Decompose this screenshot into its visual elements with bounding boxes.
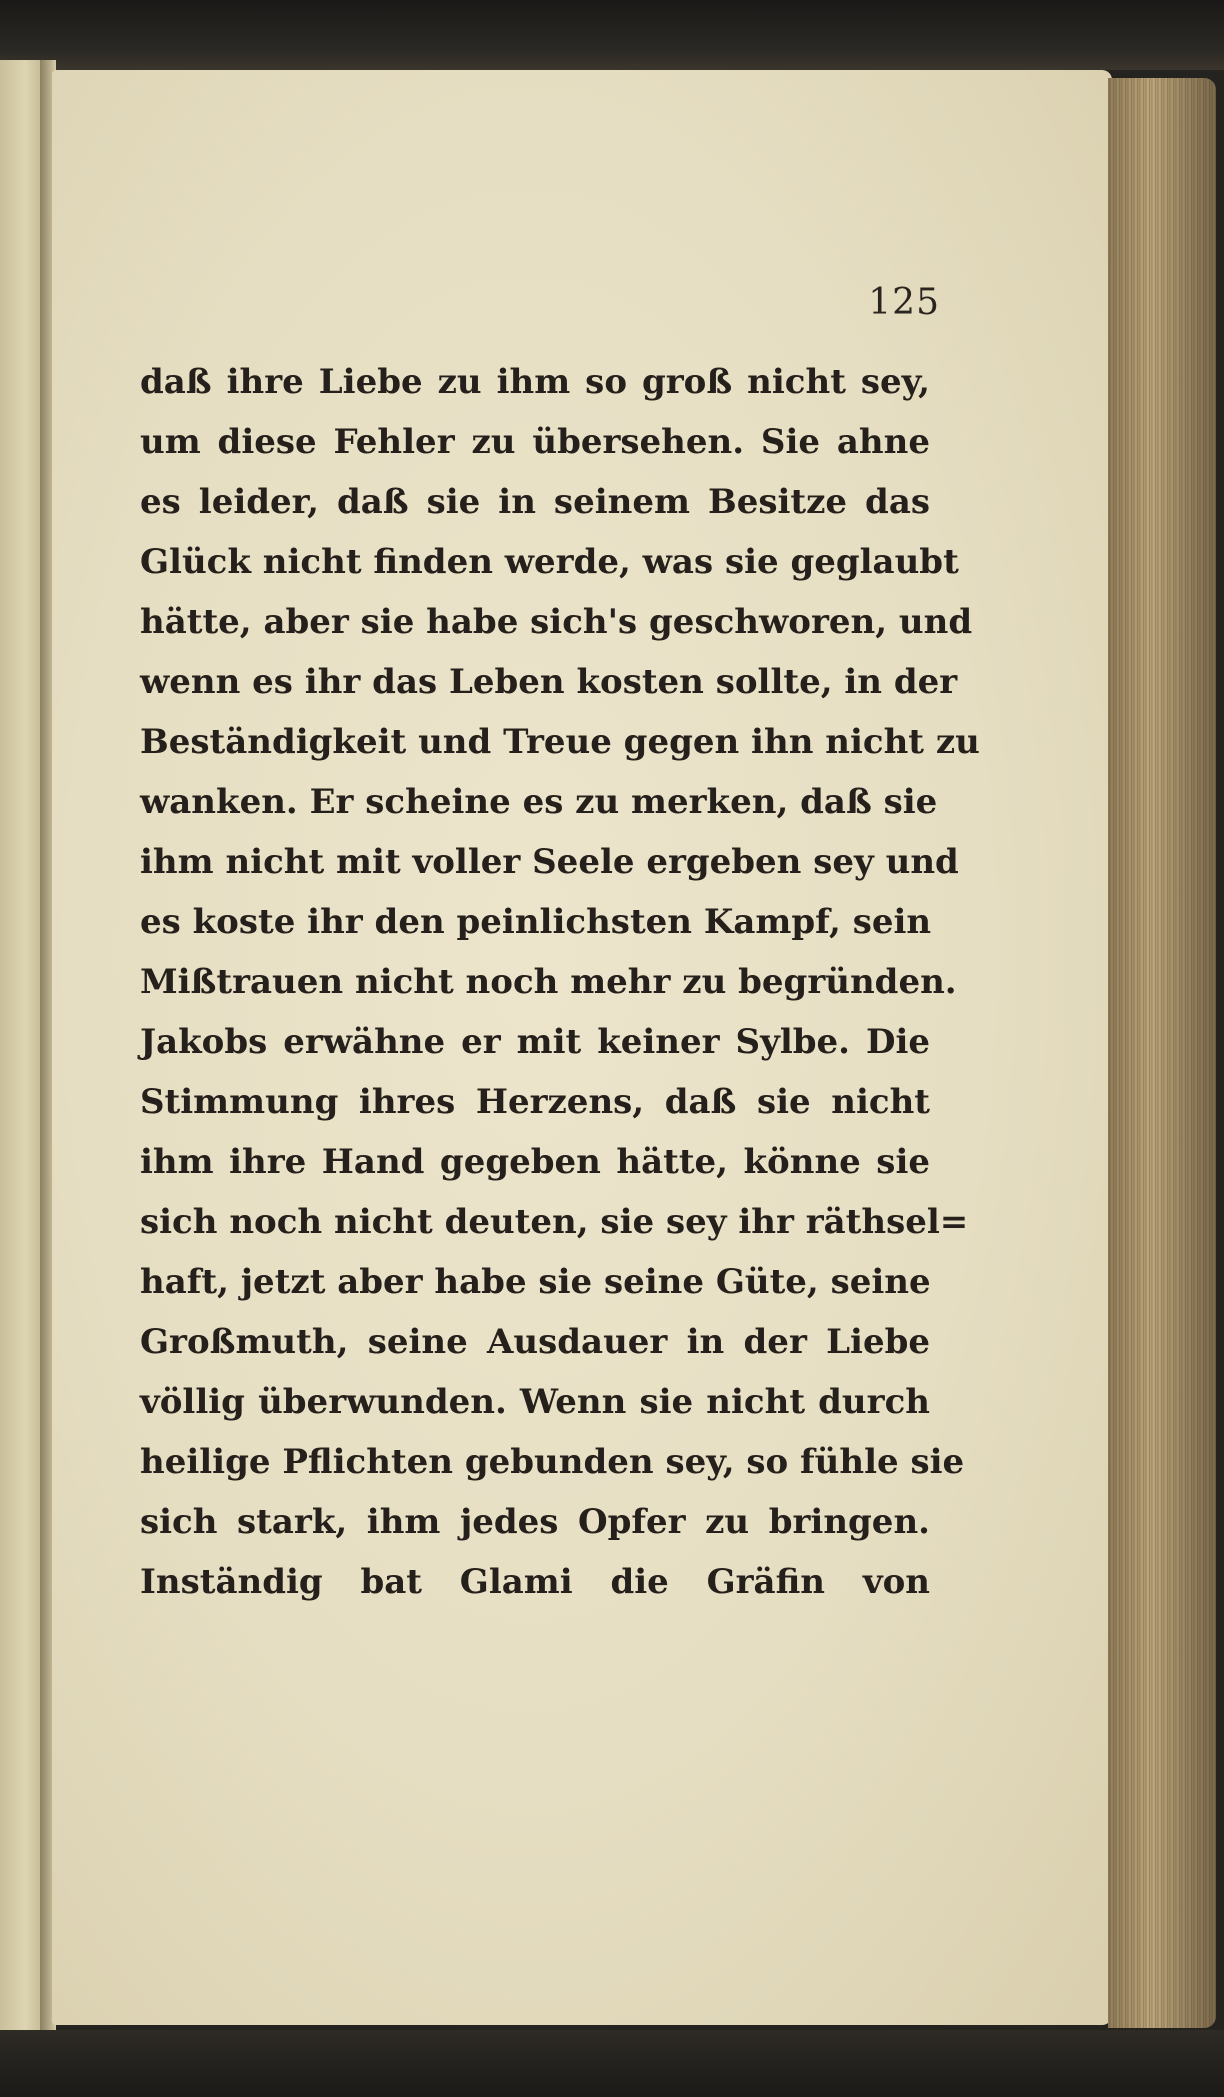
text-line: ihm nicht mit voller Seele ergeben sey und [140, 842, 959, 882]
text-line: hätte, aber sie habe sich's geschworen, und [140, 602, 973, 642]
text-line: wanken. Er scheine es zu merken, daß sie [140, 782, 938, 822]
page-block-shadow [1108, 78, 1216, 2028]
page-number: 125 [868, 282, 940, 323]
text-line: um diese Fehler zu übersehen. Sie ahne [140, 422, 930, 462]
text-line: sich stark, ihm jedes Opfer zu bringen. [140, 1502, 930, 1542]
text-line: daß ihre Liebe zu ihm so groß nicht sey, [140, 362, 930, 402]
text-line: ihm ihre Hand gegeben hätte, könne sie [140, 1142, 930, 1182]
text-line: es leider, daß sie in seinem Besitze das [140, 482, 930, 522]
text-line: Beständigkeit und Treue gegen ihn nicht zu [140, 722, 980, 762]
text-line: Großmuth, seine Ausdauer in der Liebe [140, 1322, 930, 1362]
text-line: haft, jetzt aber habe sie seine Güte, seine [140, 1262, 931, 1302]
bottom-dark-border [0, 2030, 1224, 2097]
text-line: wenn es ihr das Leben kosten sollte, in der [140, 662, 958, 702]
text-line: Glück nicht finden werde, was sie geglaubt [140, 542, 959, 582]
text-line: Inständig bat Glami die Gräfin von [140, 1562, 930, 1602]
text-line: Jakobs erwähne er mit keiner Sylbe. Die [140, 1022, 930, 1062]
text-line: heilige Pflichten gebunden sey, so fühle sie [140, 1442, 965, 1482]
text-line: sich noch nicht deuten, sie sey ihr räthsel= [140, 1202, 969, 1242]
top-dark-border [0, 0, 1224, 70]
text-line: Mißtrauen nicht noch mehr zu begründen. [140, 962, 957, 1002]
text-line: völlig überwunden. Wenn sie nicht durch [140, 1382, 930, 1422]
text-line: es koste ihr den peinlichsten Kampf, sein [140, 902, 932, 942]
body-text [140, 352, 980, 1612]
text-line: Stimmung ihres Herzens, daß sie nicht [140, 1082, 930, 1122]
